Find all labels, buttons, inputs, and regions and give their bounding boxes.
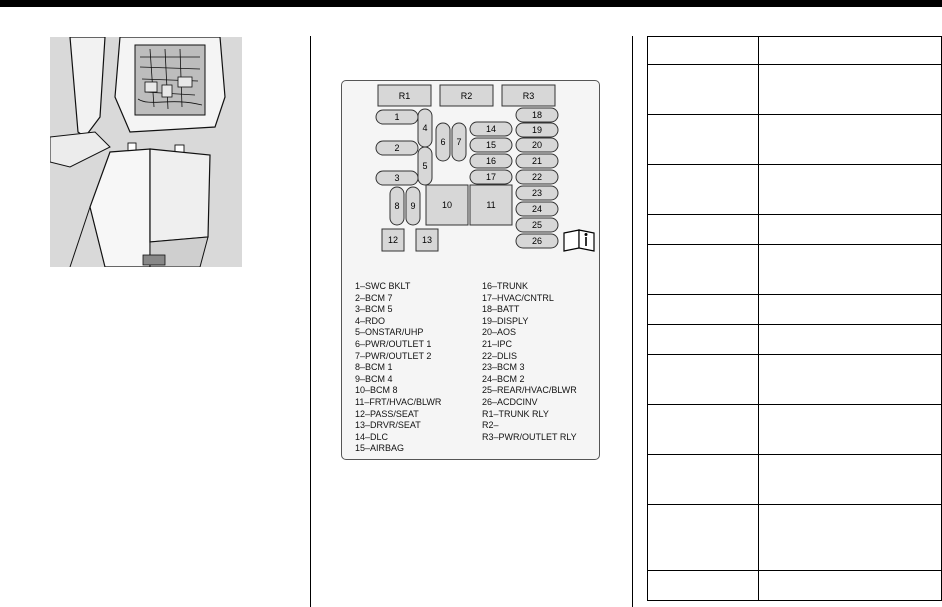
legend-item: 26–ACDCINV xyxy=(482,396,538,407)
table-row xyxy=(648,215,942,245)
legend-item: R3–PWR/OUTLET RLY xyxy=(482,431,577,442)
fuse-21-label: 21 xyxy=(531,156,543,166)
table-cell-description xyxy=(759,455,942,505)
fuse-12-label: 12 xyxy=(387,235,399,245)
legend-right-column xyxy=(482,281,577,443)
legend-item: 24–BCM 2 xyxy=(482,373,525,384)
table-row xyxy=(648,165,942,215)
legend-item: 8–BCM 1 xyxy=(355,362,393,373)
fuse-block-illustration xyxy=(50,37,242,267)
table-row xyxy=(648,571,942,601)
legend-item: 21–IPC xyxy=(482,338,513,349)
legend-item: 9–BCM 4 xyxy=(355,373,393,384)
table-cell-usage xyxy=(648,455,759,505)
table-row xyxy=(648,405,942,455)
fuse-19-label: 19 xyxy=(531,125,543,135)
fuse-1-label: 1 xyxy=(394,112,400,122)
legend-item: 20–AOS xyxy=(482,327,517,338)
legend-item: 12–PASS/SEAT xyxy=(355,408,419,419)
legend-item: 15–AIRBAG xyxy=(355,443,405,454)
table-cell-usage xyxy=(648,505,759,571)
fuse-2-label: 2 xyxy=(394,143,400,153)
table-cell-description xyxy=(759,215,942,245)
fuse-26-label: 26 xyxy=(531,236,543,246)
table-cell-description xyxy=(759,65,942,115)
table-row xyxy=(648,65,942,115)
table-row xyxy=(648,245,942,295)
fuse-13-label: 13 xyxy=(421,235,433,245)
table-row xyxy=(648,455,942,505)
table-cell-description xyxy=(759,505,942,571)
table-row xyxy=(648,115,942,165)
table-row xyxy=(648,505,942,571)
legend-item: R1–TRUNK RLY xyxy=(482,408,549,419)
table-row xyxy=(648,355,942,405)
legend-item: 19–DISPLY xyxy=(482,315,529,326)
legend-item: 5–ONSTAR/UHP xyxy=(355,327,424,338)
legend-item: 25–REAR/HVAC/BLWR xyxy=(482,385,577,396)
fuse-23-label: 23 xyxy=(531,188,543,198)
legend-item: 22–DLIS xyxy=(482,350,518,361)
fuse-16-label: 16 xyxy=(485,156,497,166)
fuse-usage-table xyxy=(647,36,942,601)
legend-item: 4–RDO xyxy=(355,315,386,326)
fuse-10-label: 10 xyxy=(441,200,453,210)
table-cell-description xyxy=(759,571,942,601)
fuse-block-diagram xyxy=(341,80,600,460)
table-cell-description xyxy=(759,295,942,325)
fuse-17-label: 17 xyxy=(485,172,497,182)
fuse-22-label: 22 xyxy=(531,172,543,182)
relay-r3-label: R3 xyxy=(522,91,535,101)
table-cell-usage xyxy=(648,165,759,215)
fuse-11-label: 11 xyxy=(486,200,496,210)
legend-item: 13–DRVR/SEAT xyxy=(355,420,421,431)
table-row xyxy=(648,325,942,355)
table-cell-usage xyxy=(648,37,759,65)
table-cell-description xyxy=(759,37,942,65)
table-cell-usage xyxy=(648,405,759,455)
relay-r1-label: R1 xyxy=(398,91,411,101)
fuse-9-label: 9 xyxy=(410,201,416,211)
page-top-rule xyxy=(0,0,942,7)
table-cell-usage xyxy=(648,355,759,405)
legend-item: 17–HVAC/CNTRL xyxy=(482,292,554,303)
fuse-20-label: 20 xyxy=(531,140,543,150)
legend-item: 1–SWC BKLT xyxy=(355,281,411,291)
table-cell-usage xyxy=(648,215,759,245)
legend-item: 23–BCM 3 xyxy=(482,362,525,373)
fuse-8-label: 8 xyxy=(394,201,400,211)
column-divider-left xyxy=(310,36,311,607)
fuse-15-label: 15 xyxy=(485,140,497,150)
table-cell-description xyxy=(759,405,942,455)
table-cell-usage xyxy=(648,245,759,295)
table-cell-description xyxy=(759,115,942,165)
legend-item: 11–FRT/HVAC/BLWR xyxy=(355,396,442,407)
legend-item: 2–BCM 7 xyxy=(355,292,393,303)
fuse-5-label: 5 xyxy=(422,161,428,171)
table-cell-description xyxy=(759,165,942,215)
table-cell-description xyxy=(759,325,942,355)
fuse-4-label: 4 xyxy=(422,123,428,133)
fuse-18-label: 18 xyxy=(531,110,543,120)
table-cell-usage xyxy=(648,571,759,601)
table-cell-usage xyxy=(648,295,759,325)
table-cell-usage xyxy=(648,65,759,115)
legend-item: 3–BCM 5 xyxy=(355,304,393,315)
legend-item: 16–TRUNK xyxy=(482,281,529,291)
column-divider-right xyxy=(632,36,633,607)
fuse-24-label: 24 xyxy=(531,204,543,214)
table-row xyxy=(648,37,942,65)
legend-left-column xyxy=(355,281,441,455)
fuse-3-label: 3 xyxy=(394,173,400,183)
relay-r2-label: R2 xyxy=(460,91,473,101)
legend-item: 6–PWR/OUTLET 1 xyxy=(355,338,432,349)
fuse-7-label: 7 xyxy=(456,137,462,147)
fuse-25-label: 25 xyxy=(531,220,543,230)
table-cell-usage xyxy=(648,115,759,165)
table-row xyxy=(648,295,942,325)
table-cell-description xyxy=(759,355,942,405)
legend-item: R2– xyxy=(482,420,499,431)
legend-item: 10–BCM 8 xyxy=(355,385,398,396)
fuse-6-label: 6 xyxy=(440,137,446,147)
legend-item: 18–BATT xyxy=(482,304,520,315)
table-cell-usage xyxy=(648,325,759,355)
table-cell-description xyxy=(759,245,942,295)
book-info-icon xyxy=(564,230,594,251)
legend-item: 14–DLC xyxy=(355,431,389,442)
legend-item: 7–PWR/OUTLET 2 xyxy=(355,350,432,361)
fuse-14-label: 14 xyxy=(485,124,497,134)
